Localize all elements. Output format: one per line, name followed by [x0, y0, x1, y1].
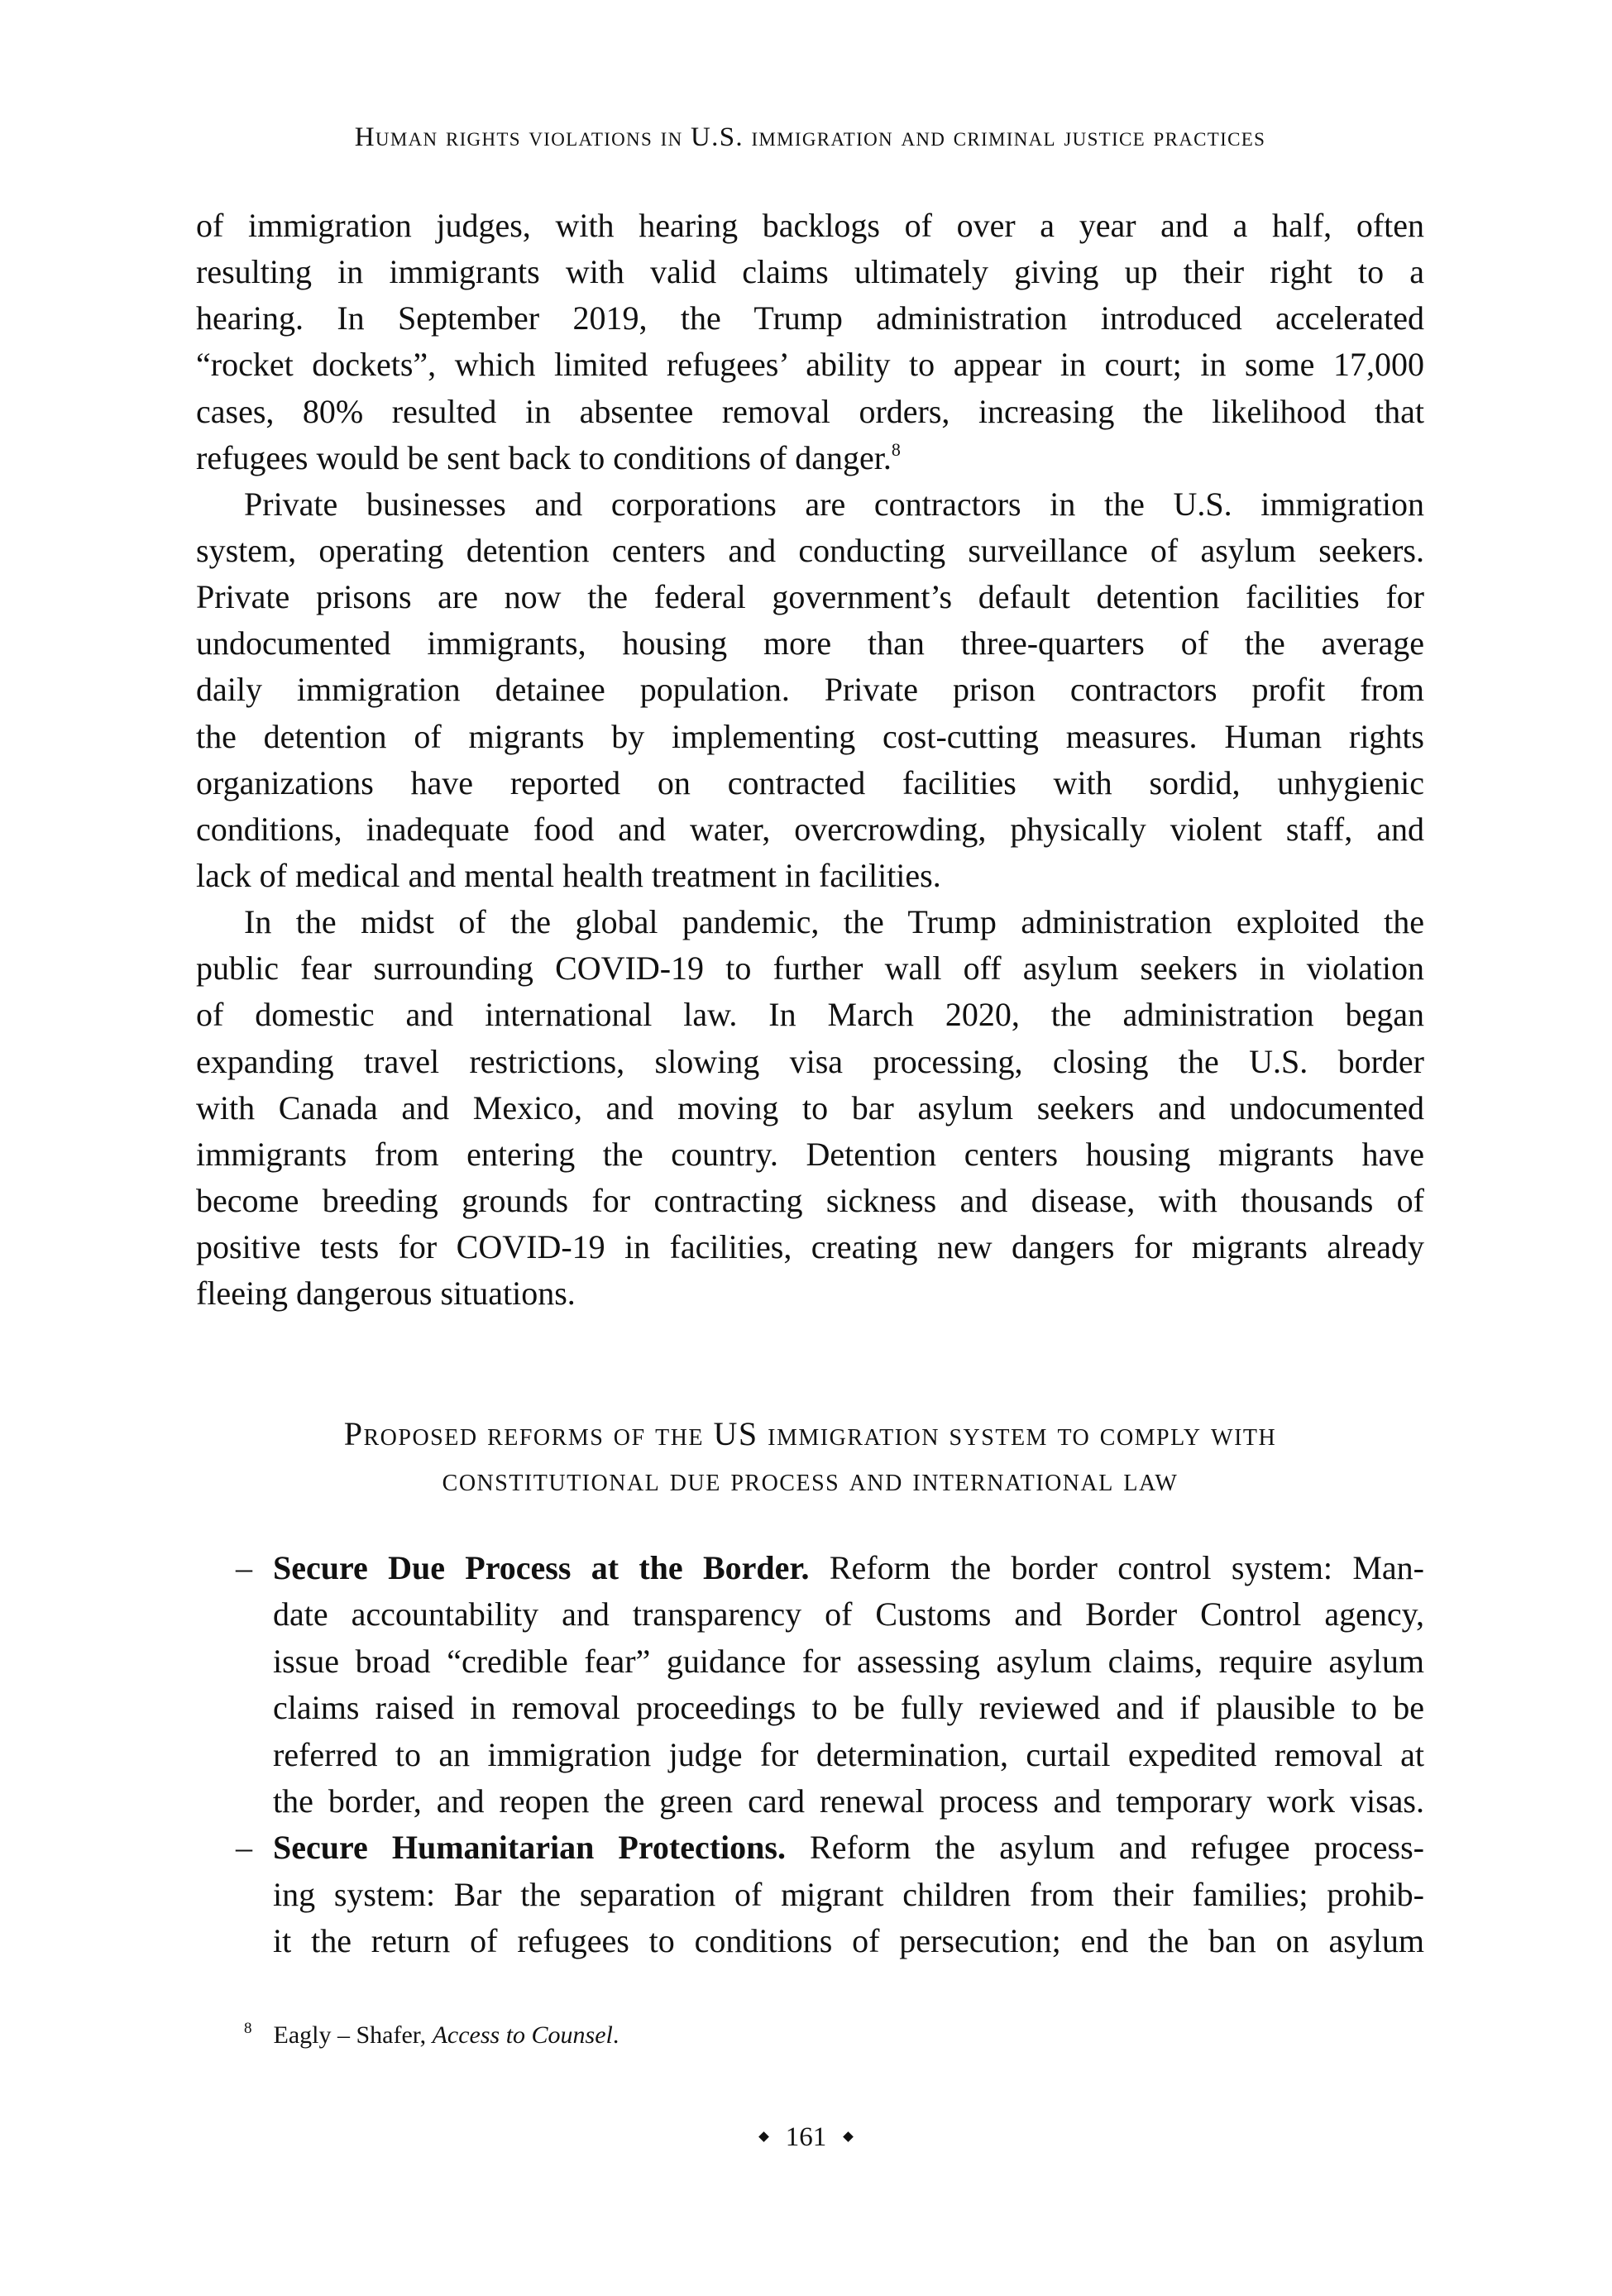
text-line: public fear surrounding COVID-19 to further wall off asylum seekers in violation: [196, 949, 1424, 988]
diamond-bullet-icon: [758, 2131, 769, 2142]
text-line: immigrants from entering the country. Detention centers housing migrants have: [196, 1135, 1424, 1173]
list-item-text: Reform the border control system: Man-: [809, 1549, 1424, 1586]
text-line: “rocket dockets”, which limited refugees’ ability to appear in court; in some 17,000: [196, 346, 1424, 384]
paragraph-2: [196, 481, 1424, 899]
text-line: ing system: Bar the separation of migrant children from their families; prohib-: [273, 1875, 1424, 1913]
text-line: claims raised in removal proceedings to be fully reviewed and if plausible to be: [273, 1689, 1424, 1727]
text-line-content: refugees would be sent back to conditions of danger.: [196, 438, 892, 476]
footnote-title: Access to Counsel: [432, 2021, 613, 2049]
footnote: [244, 2010, 619, 2054]
text-line: the detention of migrants by implementing cost-cutting measures. Human rights: [196, 717, 1424, 755]
text-line: [196, 435, 1424, 481]
text-line: issue broad “credible fear” guidance for assessing asylum claims, require asylum: [273, 1642, 1424, 1680]
list-item-title: Secure Due Process at the Border.: [273, 1549, 810, 1586]
text-line: fleeing dangerous situations.: [196, 1275, 576, 1313]
paragraph-3: [196, 899, 1424, 1317]
text-line: [273, 1825, 1424, 1871]
section-heading-line-2: constitutional due process and international law: [442, 1461, 1179, 1498]
footnote-end: .: [612, 2021, 619, 2049]
dash-bullet-icon: –: [236, 1829, 252, 1867]
text-line: positive tests for COVID-19 in facilities, creating new dangers for migrants already: [196, 1228, 1424, 1266]
list-item-title: Secure Humanitarian Protections.: [273, 1829, 786, 1867]
reform-list: [196, 1545, 1424, 1965]
text-line: cases, 80% resulted in absentee removal orders, increasing the likelihood that: [196, 392, 1424, 430]
text-line: Private businesses and corporations are contractors in the U.S. immigration: [244, 485, 1424, 523]
footnote-reference[interactable]: 8: [891, 438, 901, 460]
running-head: Human rights violations in U.S. immigration and criminal justice practices: [354, 122, 1266, 152]
text-line: hearing. In September 2019, the Trump administration introduced accelerated: [196, 299, 1424, 337]
text-line: expanding travel restrictions, slowing visa processing, closing the U.S. border: [196, 1042, 1424, 1080]
text-line: with Canada and Mexico, and moving to bar asylum seekers and undocumented: [196, 1088, 1424, 1126]
section-heading-line-1: Proposed reforms of the US immigration system to comply with: [343, 1415, 1277, 1452]
paragraph-1: [196, 203, 1424, 481]
dash-bullet-icon: –: [236, 1549, 252, 1586]
list-item-due-process: [196, 1545, 1424, 1825]
text-line: organizations have reported on contracted facilities with sordid, unhygienic: [196, 763, 1424, 801]
diamond-bullet-icon: [843, 2131, 854, 2142]
text-line: it the return of refugees to conditions of persecution; end the ban on asylum: [273, 1922, 1424, 1960]
text-line: system, operating detention centers and conducting surveillance of asylum seekers.: [196, 532, 1424, 570]
page-number: [0, 2119, 1612, 2155]
text-line: lack of medical and mental health treatment in facilities.: [196, 857, 941, 895]
section-heading: [196, 1411, 1424, 1502]
text-line: the border, and reopen the green card renewal process and temporary work visas.: [273, 1782, 1424, 1820]
text-line: In the midst of the global pandemic, the Trump administration exploited the: [244, 903, 1424, 941]
footnote-number: 8: [244, 2020, 252, 2037]
footnote-authors: Eagly – Shafer,: [273, 2021, 433, 2049]
text-line: resulting in immigrants with valid claims ultimately giving up their right to a: [196, 253, 1424, 291]
text-line: [273, 1545, 1424, 1591]
text-line: date accountability and transparency of Customs and Border Control agency,: [273, 1595, 1424, 1634]
text-line: undocumented immigrants, housing more than three-quarters of the average: [196, 624, 1424, 662]
text-line: conditions, inadequate food and water, overcrowding, physically violent staff, and: [196, 810, 1424, 848]
text-line: of immigration judges, with hearing backlogs of over a year and a half, often: [196, 207, 1424, 244]
text-line: become breeding grounds for contracting sickness and disease, with thousands of: [196, 1182, 1424, 1220]
list-item-humanitarian: [196, 1825, 1424, 1964]
text-line: of domestic and international law. In March 2020, the administration began: [196, 996, 1424, 1034]
text-line: referred to an immigration judge for determination, curtail expedited removal at: [273, 1735, 1424, 1773]
list-item-text: Reform the asylum and refugee process-: [785, 1829, 1424, 1867]
text-line: Private prisons are now the federal government’s default detention facilities for: [196, 578, 1424, 616]
text-line: daily immigration detainee population. Private prison contractors profit from: [196, 671, 1424, 709]
page-number-value: 161: [785, 2122, 827, 2152]
